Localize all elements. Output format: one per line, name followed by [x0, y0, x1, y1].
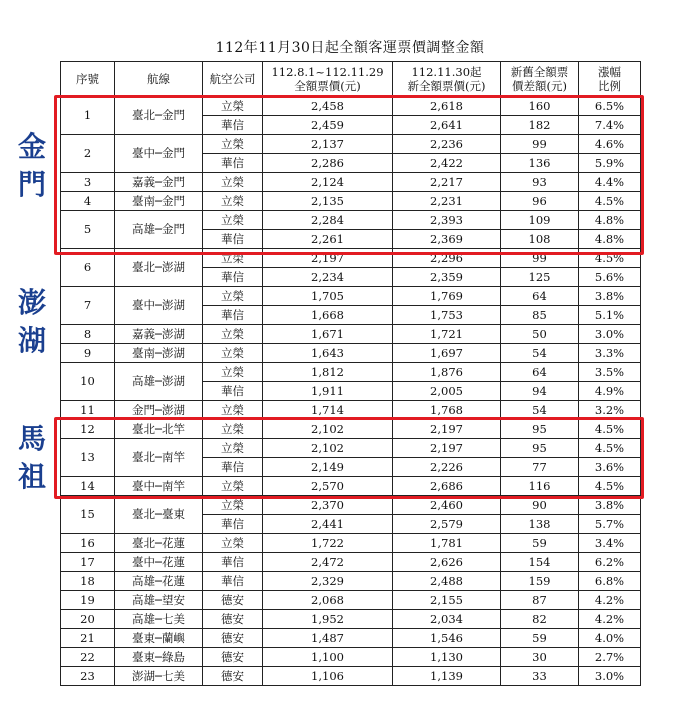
- row-number-cell: 1: [61, 97, 115, 135]
- route-cell: 嘉義─金門: [115, 173, 203, 192]
- table-row: [61, 591, 641, 610]
- old-fare-cell: 2,234: [263, 268, 393, 287]
- old-fare-cell: 1,487: [263, 629, 393, 648]
- new-fare-cell: 2,641: [393, 116, 501, 135]
- side-char: 金: [17, 130, 46, 163]
- route-cell: 高雄─金門: [115, 211, 203, 249]
- route-cell: 澎湖─七美: [115, 667, 203, 686]
- old-fare-cell: 1,722: [263, 534, 393, 553]
- new-fare-cell: 2,488: [393, 572, 501, 591]
- pct-cell: 4.2%: [579, 591, 641, 610]
- diff-cell: 99: [501, 135, 579, 154]
- diff-cell: 159: [501, 572, 579, 591]
- old-fare-cell: 2,458: [263, 97, 393, 116]
- new-fare-cell: 2,686: [393, 477, 501, 496]
- new-fare-cell: 2,393: [393, 211, 501, 230]
- pct-cell: 3.4%: [579, 534, 641, 553]
- old-fare-cell: 2,149: [263, 458, 393, 477]
- pct-cell: 3.2%: [579, 401, 641, 420]
- airline-cell: 立榮: [203, 173, 263, 192]
- new-fare-cell: 1,769: [393, 287, 501, 306]
- new-fare-cell: 1,768: [393, 401, 501, 420]
- diff-cell: 85: [501, 306, 579, 325]
- table-row: [61, 572, 641, 591]
- airline-cell: 華信: [203, 458, 263, 477]
- route-cell: 臺東─蘭嶼: [115, 629, 203, 648]
- side-char: 馬: [17, 422, 46, 455]
- airline-cell: 華信: [203, 230, 263, 249]
- table-row: [61, 173, 641, 192]
- new-fare-cell: 2,296: [393, 249, 501, 268]
- row-number-cell: 17: [61, 553, 115, 572]
- pct-cell: 5.9%: [579, 154, 641, 173]
- pct-cell: 4.8%: [579, 211, 641, 230]
- diff-cell: 87: [501, 591, 579, 610]
- table-row: [61, 401, 641, 420]
- table-row: [61, 629, 641, 648]
- pct-cell: 3.0%: [579, 325, 641, 344]
- old-fare-cell: 1,911: [263, 382, 393, 401]
- route-cell: 臺中─南竿: [115, 477, 203, 496]
- diff-cell: 95: [501, 439, 579, 458]
- header-row: [61, 62, 641, 97]
- airline-cell: 立榮: [203, 496, 263, 515]
- route-cell: 高雄─澎湖: [115, 363, 203, 401]
- pct-cell: 3.8%: [579, 287, 641, 306]
- new-fare-cell: 2,618: [393, 97, 501, 116]
- table-row: [61, 534, 641, 553]
- side-label-kinmen: [14, 128, 50, 204]
- table-row: [61, 648, 641, 667]
- route-cell: 臺中─金門: [115, 135, 203, 173]
- diff-cell: 77: [501, 458, 579, 477]
- diff-cell: 136: [501, 154, 579, 173]
- pct-cell: 6.2%: [579, 553, 641, 572]
- old-fare-cell: 2,570: [263, 477, 393, 496]
- pct-cell: 4.5%: [579, 477, 641, 496]
- row-number-cell: 11: [61, 401, 115, 420]
- new-fare-cell: 1,130: [393, 648, 501, 667]
- old-fare-cell: 1,705: [263, 287, 393, 306]
- route-cell: 臺北─南竿: [115, 439, 203, 477]
- airline-cell: 德安: [203, 610, 263, 629]
- document-title: 112年11月30日起全額客運票價調整金額: [215, 40, 485, 56]
- new-fare-cell: 2,197: [393, 420, 501, 439]
- side-char: 祖: [17, 460, 46, 493]
- header-airline: 航空公司: [203, 62, 263, 97]
- airline-cell: 華信: [203, 306, 263, 325]
- new-fare-cell: 2,422: [393, 154, 501, 173]
- table-row: [61, 344, 641, 363]
- header-pct: 漲幅 比例: [579, 62, 641, 97]
- pct-cell: 5.1%: [579, 306, 641, 325]
- airline-cell: 華信: [203, 572, 263, 591]
- row-number-cell: 9: [61, 344, 115, 363]
- pct-cell: 4.5%: [579, 439, 641, 458]
- diff-cell: 90: [501, 496, 579, 515]
- old-fare-cell: 2,137: [263, 135, 393, 154]
- row-number-cell: 16: [61, 534, 115, 553]
- row-number-cell: 7: [61, 287, 115, 325]
- airline-cell: 德安: [203, 667, 263, 686]
- table-row: [61, 249, 641, 268]
- new-fare-cell: 2,579: [393, 515, 501, 534]
- row-number-cell: 13: [61, 439, 115, 477]
- old-fare-cell: 2,261: [263, 230, 393, 249]
- diff-cell: 99: [501, 249, 579, 268]
- row-number-cell: 4: [61, 192, 115, 211]
- old-fare-cell: 2,286: [263, 154, 393, 173]
- pct-cell: 4.5%: [579, 249, 641, 268]
- pct-cell: 4.4%: [579, 173, 641, 192]
- diff-cell: 109: [501, 211, 579, 230]
- diff-cell: 50: [501, 325, 579, 344]
- route-cell: 金門─澎湖: [115, 401, 203, 420]
- pct-cell: 4.8%: [579, 230, 641, 249]
- diff-cell: 96: [501, 192, 579, 211]
- diff-cell: 54: [501, 401, 579, 420]
- diff-cell: 95: [501, 420, 579, 439]
- diff-cell: 33: [501, 667, 579, 686]
- diff-cell: 54: [501, 344, 579, 363]
- old-fare-cell: 2,472: [263, 553, 393, 572]
- diff-cell: 93: [501, 173, 579, 192]
- route-cell: 臺南─澎湖: [115, 344, 203, 363]
- route-cell: 臺北─金門: [115, 97, 203, 135]
- table-row: [61, 363, 641, 382]
- table-row: [61, 496, 641, 515]
- airline-cell: 德安: [203, 591, 263, 610]
- diff-cell: 108: [501, 230, 579, 249]
- header-new-fare: 112.11.30起 新全額票價(元): [393, 62, 501, 97]
- airline-cell: 華信: [203, 515, 263, 534]
- diff-cell: 116: [501, 477, 579, 496]
- airline-cell: 立榮: [203, 439, 263, 458]
- pct-cell: 6.5%: [579, 97, 641, 116]
- fare-table: [60, 61, 641, 686]
- route-cell: 高雄─望安: [115, 591, 203, 610]
- new-fare-cell: 1,139: [393, 667, 501, 686]
- airline-cell: 立榮: [203, 325, 263, 344]
- side-label-matsu: [14, 420, 50, 496]
- new-fare-cell: 2,359: [393, 268, 501, 287]
- airline-cell: 立榮: [203, 192, 263, 211]
- row-number-cell: 6: [61, 249, 115, 287]
- new-fare-cell: 2,034: [393, 610, 501, 629]
- new-fare-cell: 2,236: [393, 135, 501, 154]
- diff-cell: 64: [501, 287, 579, 306]
- pct-cell: 4.0%: [579, 629, 641, 648]
- old-fare-cell: 2,124: [263, 173, 393, 192]
- diff-cell: 82: [501, 610, 579, 629]
- new-fare-cell: 2,005: [393, 382, 501, 401]
- new-fare-cell: 2,155: [393, 591, 501, 610]
- old-fare-cell: 1,952: [263, 610, 393, 629]
- diff-cell: 59: [501, 629, 579, 648]
- route-cell: 臺中─花蓮: [115, 553, 203, 572]
- old-fare-cell: 1,812: [263, 363, 393, 382]
- new-fare-cell: 2,217: [393, 173, 501, 192]
- airline-cell: 立榮: [203, 401, 263, 420]
- route-cell: 臺北─北竿: [115, 420, 203, 439]
- header-old-fare: 112.8.1~112.11.29 全額票價(元): [263, 62, 393, 97]
- table-row: [61, 211, 641, 230]
- airline-cell: 華信: [203, 154, 263, 173]
- row-number-cell: 23: [61, 667, 115, 686]
- diff-cell: 182: [501, 116, 579, 135]
- old-fare-cell: 2,197: [263, 249, 393, 268]
- new-fare-cell: 1,876: [393, 363, 501, 382]
- diff-cell: 160: [501, 97, 579, 116]
- row-number-cell: 8: [61, 325, 115, 344]
- table-row: [61, 192, 641, 211]
- new-fare-cell: 2,197: [393, 439, 501, 458]
- new-fare-cell: 1,781: [393, 534, 501, 553]
- old-fare-cell: 2,102: [263, 420, 393, 439]
- airline-cell: 立榮: [203, 344, 263, 363]
- side-char: 澎: [17, 286, 46, 319]
- header-route: 航線: [115, 62, 203, 97]
- diff-cell: 30: [501, 648, 579, 667]
- pct-cell: 3.3%: [579, 344, 641, 363]
- route-cell: 臺東─綠島: [115, 648, 203, 667]
- route-cell: 臺北─花蓮: [115, 534, 203, 553]
- diff-cell: 125: [501, 268, 579, 287]
- route-cell: 臺北─臺東: [115, 496, 203, 534]
- route-cell: 高雄─七美: [115, 610, 203, 629]
- airline-cell: 立榮: [203, 477, 263, 496]
- new-fare-cell: 1,546: [393, 629, 501, 648]
- airline-cell: 立榮: [203, 135, 263, 154]
- diff-cell: 59: [501, 534, 579, 553]
- airline-cell: 德安: [203, 648, 263, 667]
- row-number-cell: 22: [61, 648, 115, 667]
- old-fare-cell: 1,643: [263, 344, 393, 363]
- table-row: [61, 610, 641, 629]
- pct-cell: 7.4%: [579, 116, 641, 135]
- route-cell: 臺北─澎湖: [115, 249, 203, 287]
- old-fare-cell: 2,329: [263, 572, 393, 591]
- pct-cell: 5.6%: [579, 268, 641, 287]
- side-char: 門: [17, 168, 46, 201]
- row-number-cell: 19: [61, 591, 115, 610]
- table-row: [61, 667, 641, 686]
- new-fare-cell: 1,697: [393, 344, 501, 363]
- row-number-cell: 21: [61, 629, 115, 648]
- new-fare-cell: 2,226: [393, 458, 501, 477]
- row-number-cell: 14: [61, 477, 115, 496]
- row-number-cell: 15: [61, 496, 115, 534]
- old-fare-cell: 1,668: [263, 306, 393, 325]
- table-row: [61, 287, 641, 306]
- airline-cell: 華信: [203, 268, 263, 287]
- old-fare-cell: 1,106: [263, 667, 393, 686]
- pct-cell: 2.7%: [579, 648, 641, 667]
- new-fare-cell: 2,369: [393, 230, 501, 249]
- airline-cell: 立榮: [203, 97, 263, 116]
- table-row: [61, 97, 641, 116]
- table-row: [61, 477, 641, 496]
- route-cell: 高雄─花蓮: [115, 572, 203, 591]
- row-number-cell: 12: [61, 420, 115, 439]
- new-fare-cell: 2,626: [393, 553, 501, 572]
- pct-cell: 3.6%: [579, 458, 641, 477]
- pct-cell: 4.9%: [579, 382, 641, 401]
- pct-cell: 3.0%: [579, 667, 641, 686]
- airline-cell: 立榮: [203, 363, 263, 382]
- row-number-cell: 2: [61, 135, 115, 173]
- old-fare-cell: 2,370: [263, 496, 393, 515]
- old-fare-cell: 2,284: [263, 211, 393, 230]
- route-cell: 臺中─澎湖: [115, 287, 203, 325]
- old-fare-cell: 1,671: [263, 325, 393, 344]
- pct-cell: 4.6%: [579, 135, 641, 154]
- pct-cell: 4.5%: [579, 192, 641, 211]
- old-fare-cell: 1,714: [263, 401, 393, 420]
- table-row: [61, 325, 641, 344]
- side-char: 湖: [17, 324, 46, 357]
- pct-cell: 4.5%: [579, 420, 641, 439]
- old-fare-cell: 2,102: [263, 439, 393, 458]
- pct-cell: 6.8%: [579, 572, 641, 591]
- airline-cell: 立榮: [203, 287, 263, 306]
- table-row: [61, 135, 641, 154]
- pct-cell: 5.7%: [579, 515, 641, 534]
- old-fare-cell: 2,135: [263, 192, 393, 211]
- row-number-cell: 20: [61, 610, 115, 629]
- fare-table-body: [61, 97, 641, 686]
- route-cell: 嘉義─澎湖: [115, 325, 203, 344]
- airline-cell: 立榮: [203, 534, 263, 553]
- airline-cell: 德安: [203, 629, 263, 648]
- table-row: [61, 420, 641, 439]
- old-fare-cell: 2,459: [263, 116, 393, 135]
- pct-cell: 3.5%: [579, 363, 641, 382]
- airline-cell: 華信: [203, 116, 263, 135]
- new-fare-cell: 2,460: [393, 496, 501, 515]
- row-number-cell: 18: [61, 572, 115, 591]
- table-row: [61, 439, 641, 458]
- diff-cell: 64: [501, 363, 579, 382]
- old-fare-cell: 2,068: [263, 591, 393, 610]
- row-number-cell: 10: [61, 363, 115, 401]
- old-fare-cell: 1,100: [263, 648, 393, 667]
- header-no: 序號: [61, 62, 115, 97]
- header-diff: 新舊全額票 價差額(元): [501, 62, 579, 97]
- airline-cell: 華信: [203, 553, 263, 572]
- row-number-cell: 3: [61, 173, 115, 192]
- diff-cell: 138: [501, 515, 579, 534]
- table-row: [61, 553, 641, 572]
- diff-cell: 94: [501, 382, 579, 401]
- airline-cell: 立榮: [203, 211, 263, 230]
- diff-cell: 154: [501, 553, 579, 572]
- airline-cell: 華信: [203, 382, 263, 401]
- new-fare-cell: 2,231: [393, 192, 501, 211]
- old-fare-cell: 2,441: [263, 515, 393, 534]
- airline-cell: 立榮: [203, 420, 263, 439]
- new-fare-cell: 1,753: [393, 306, 501, 325]
- airline-cell: 立榮: [203, 249, 263, 268]
- pct-cell: 4.2%: [579, 610, 641, 629]
- route-cell: 臺南─金門: [115, 192, 203, 211]
- row-number-cell: 5: [61, 211, 115, 249]
- new-fare-cell: 1,721: [393, 325, 501, 344]
- side-label-penghu: [14, 284, 50, 360]
- pct-cell: 3.8%: [579, 496, 641, 515]
